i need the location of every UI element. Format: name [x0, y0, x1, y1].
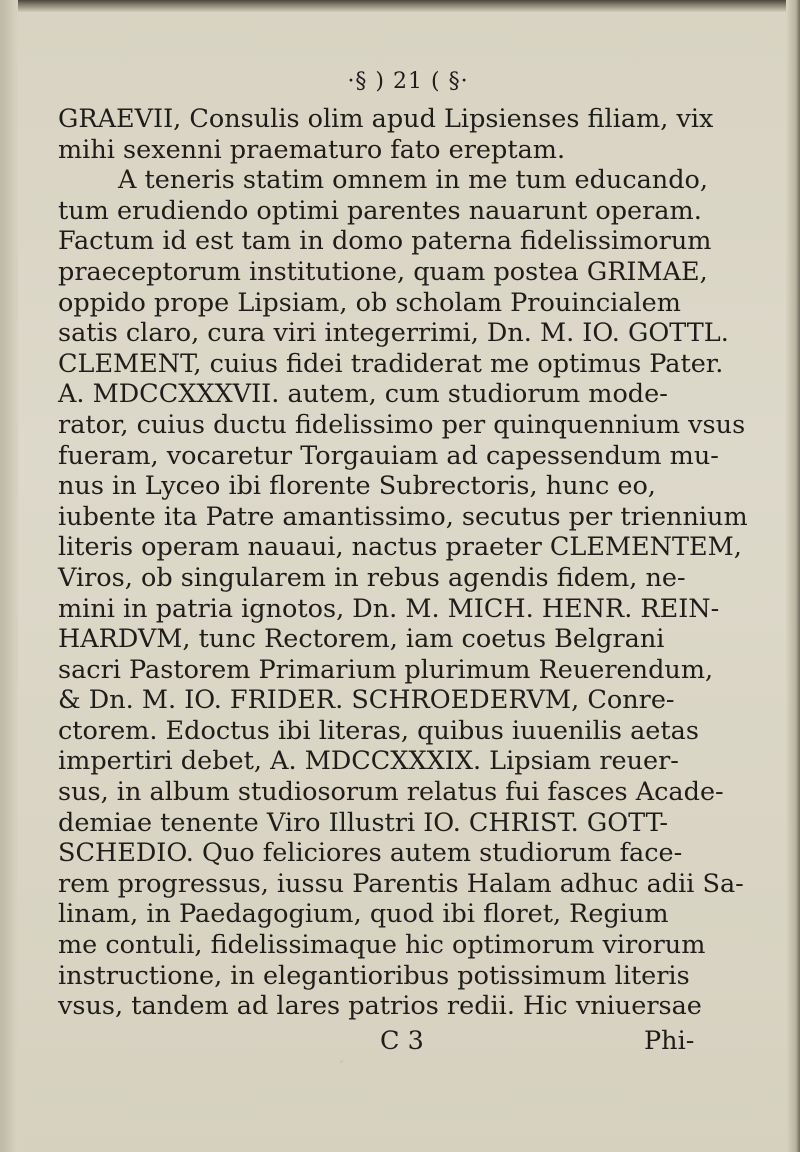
text-line: nus in Lyceo ibi florente Subrectoris, hunc eo,	[58, 471, 656, 502]
text-line: mihi sexenni praematuro fato ereptam.	[58, 134, 566, 165]
text-line: sacri Pastorem Primarium plurimum Reuerendum,	[58, 654, 714, 685]
catchword: Phi-	[644, 1025, 695, 1056]
text-line: sus, in album studiosorum relatus fui fasces Acade-	[58, 777, 724, 808]
text-line: me contuli, fidelissimaque hic optimorum virorum	[58, 930, 706, 961]
text-line: mini in patria ignotos, Dn. M. MICH. HENR. REIN-	[58, 593, 720, 624]
page-body	[58, 64, 748, 1058]
text-line: oppido prope Lipsiam, ob scholam Prouincialem	[58, 287, 681, 318]
text-line: rem progressus, iussu Parentis Halam adhuc adii Sa-	[58, 868, 744, 899]
text-line: fueram, vocaretur Torgauiam ad capessendum mu-	[58, 440, 719, 471]
text-line: satis claro, cura viri integerrimi, Dn. M. IO. GOTTL.	[58, 318, 729, 349]
text-line: A teneris statim omnem in me tum educando,	[118, 165, 709, 196]
text-line: ctorem. Edoctus ibi literas, quibus iuuenilis aetas	[58, 715, 699, 746]
text-line: impertiri debet, A. MDCCXXXIX. Lipsiam reuer-	[58, 746, 679, 777]
page-header: ·§ ) 21 ( §·	[347, 69, 469, 94]
signature-mark: C 3	[380, 1025, 424, 1056]
text-line: iubente ita Patre amantissimo, secutus per triennium	[58, 501, 748, 532]
text-line: instructione, in elegantioribus potissimum literis	[58, 960, 690, 991]
text-line: Viros, ob singularem in rebus agendis fidem, ne-	[58, 562, 686, 593]
text-line: SCHEDIO. Quo feliciores autem studiorum face-	[58, 838, 683, 869]
text-line: CLEMENT, cuius fidei tradiderat me optimus Pater.	[58, 348, 724, 379]
text-line: demiae tenente Viro Illustri IO. CHRIST. GOTT-	[58, 807, 668, 838]
text-line: linam, in Paedagogium, quod ibi floret, Regium	[58, 899, 669, 930]
page-footer	[58, 1024, 718, 1058]
paper-speck	[340, 1060, 343, 1063]
text-line: & Dn. M. IO. FRIDER. SCHROEDERVM, Conre-	[58, 685, 675, 716]
page-left-shade	[0, 0, 18, 1152]
text-line: A. MDCCXXXVII. autem, cum studiorum mode-	[58, 379, 668, 410]
text-line: GRAEVII, Consulis olim apud Lipsienses filiam, vix	[58, 104, 714, 134]
text-line: literis operam nauaui, nactus praeter CLEMENTEM,	[58, 532, 742, 563]
text-line: tum erudiendo optimi parentes nauarunt operam.	[58, 195, 702, 226]
text-line: rator, cuius ductu fidelissimo per quinquennium vsus	[58, 409, 746, 440]
page-right-edge	[786, 0, 800, 1152]
text-line: praeceptorum institutione, quam postea GRIMAE,	[58, 256, 708, 287]
text-line: HARDVM, tunc Rectorem, iam coetus Belgrani	[58, 624, 665, 655]
text-line: vsus, tandem ad lares patrios redii. Hic vniuersae	[58, 991, 702, 1022]
page-top-edge	[0, 0, 800, 12]
text-line: Factum id est tam in domo paterna fidelissimorum	[58, 226, 712, 257]
